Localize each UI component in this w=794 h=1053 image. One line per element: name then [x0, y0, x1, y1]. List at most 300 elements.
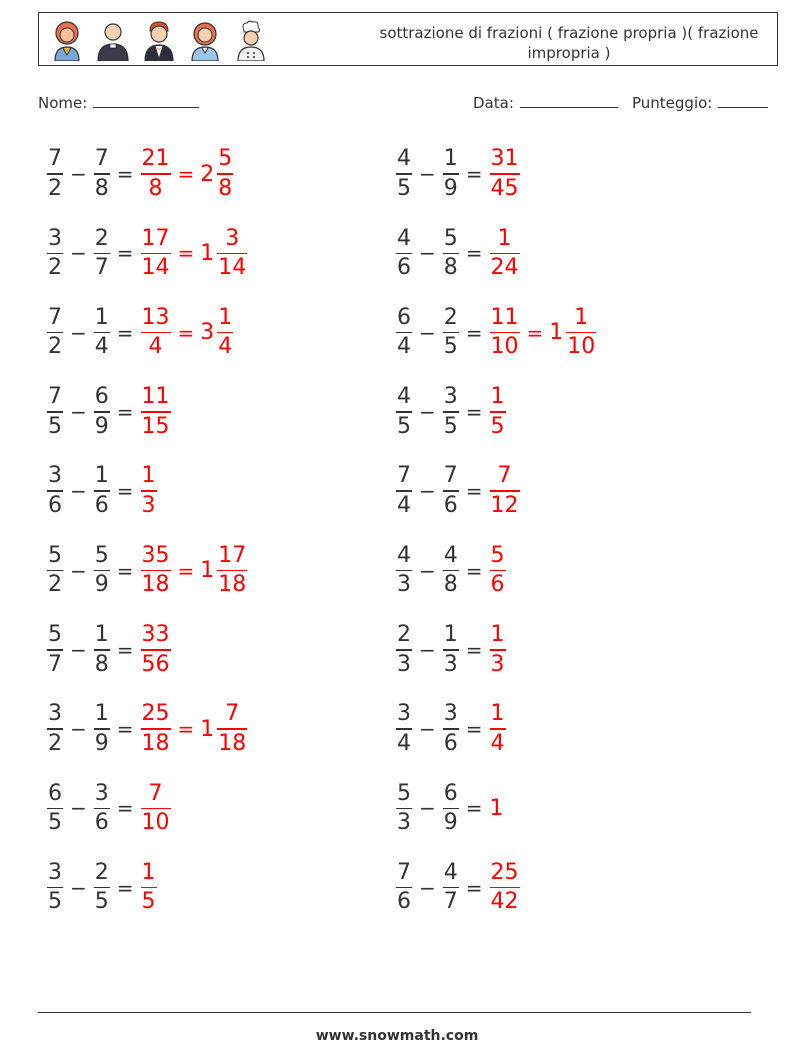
answer	[487, 623, 509, 677]
numerator: 5	[443, 225, 458, 251]
denominator: 6	[48, 492, 62, 518]
fraction-bar	[490, 728, 506, 730]
answer	[487, 796, 504, 821]
fraction-b	[94, 702, 110, 756]
equals-sign: =	[116, 558, 134, 583]
numerator: 21	[141, 146, 170, 172]
fraction-b	[94, 147, 110, 201]
minus-sign: −	[70, 399, 87, 424]
denominator: 42	[490, 889, 519, 915]
denominator: 7	[48, 651, 62, 677]
fraction-a	[396, 464, 412, 518]
numerator: 6	[397, 304, 411, 330]
fraction-bar	[94, 253, 110, 255]
equals-sign: =	[116, 399, 134, 424]
minus-sign: −	[419, 875, 436, 900]
equals-sign: =	[116, 637, 134, 662]
fraction-a	[396, 544, 412, 598]
numerator: 1	[94, 622, 109, 648]
numerator: 13	[141, 304, 170, 330]
fraction-b	[443, 385, 459, 439]
fraction-b	[443, 702, 459, 756]
fraction-bar	[490, 490, 520, 492]
denominator: 8	[148, 175, 163, 201]
denominator: 5	[397, 175, 411, 201]
answer	[487, 227, 523, 281]
numerator: 7	[48, 304, 62, 330]
fraction-bar	[396, 173, 412, 175]
answer-fraction	[141, 385, 171, 439]
equals-sign: =	[116, 320, 134, 345]
fraction-a	[47, 544, 63, 598]
fraction-b	[94, 861, 110, 915]
mixed-fraction	[217, 227, 247, 281]
equals-sign: =	[177, 558, 195, 583]
denominator: 2	[48, 255, 62, 281]
answer-fraction	[141, 702, 171, 756]
date-label: Data:	[473, 94, 514, 112]
numerator: 31	[490, 146, 519, 172]
fraction-bar	[396, 570, 412, 572]
name-label: Nome:	[38, 94, 88, 112]
answer	[138, 544, 251, 598]
answer	[487, 306, 600, 360]
fraction-bar	[94, 808, 110, 810]
fraction-bar	[490, 253, 520, 255]
minus-sign: −	[419, 320, 436, 345]
equals-sign: =	[116, 479, 134, 504]
numerator: 1	[94, 701, 109, 727]
numerator: 3	[443, 384, 458, 410]
answer-fraction	[490, 544, 506, 598]
problem-item	[44, 302, 236, 364]
problem-item	[44, 857, 160, 919]
fraction-a	[47, 227, 63, 281]
equals-sign: =	[177, 241, 195, 266]
denominator: 8	[94, 651, 109, 677]
minus-sign: −	[70, 162, 87, 186]
denominator: 18	[141, 572, 170, 598]
denominator: 2	[48, 730, 62, 756]
denominator: 6	[397, 889, 411, 915]
numerator: 1	[443, 622, 458, 648]
numerator: 3	[443, 701, 458, 727]
answer	[487, 464, 523, 518]
numerator: 5	[48, 542, 62, 568]
fraction-bar	[94, 173, 110, 175]
fraction-bar	[396, 332, 412, 334]
fraction-a	[396, 782, 412, 836]
numerator: 2	[94, 859, 109, 885]
numerator: 5	[94, 542, 109, 568]
problem-item	[44, 460, 160, 522]
numerator: 7	[397, 859, 411, 885]
fraction-bar	[141, 887, 157, 889]
fraction-a	[396, 861, 412, 915]
fraction-bar	[396, 728, 412, 730]
answer-fraction	[490, 702, 506, 756]
fraction-bar	[141, 649, 171, 651]
mixed-whole: 3	[200, 320, 215, 346]
numerator: 3	[48, 701, 62, 727]
answer-fraction	[490, 385, 506, 439]
fraction-b	[94, 782, 110, 836]
minus-sign: −	[419, 717, 436, 742]
denominator: 8	[443, 255, 458, 281]
problem-item	[393, 619, 509, 681]
answer	[487, 702, 509, 756]
equals-sign: =	[465, 558, 483, 583]
numerator: 33	[141, 622, 170, 648]
denominator: 8	[218, 175, 233, 201]
numerator: 4	[443, 542, 458, 568]
fraction-bar	[217, 253, 247, 255]
minus-sign: −	[419, 637, 436, 662]
answer-fraction	[141, 306, 171, 360]
problem-item	[44, 143, 236, 205]
mixed-fraction	[217, 306, 233, 360]
mixed-whole: 2	[200, 161, 215, 187]
minus-sign: −	[70, 875, 87, 900]
denominator: 6	[443, 492, 458, 518]
fraction-b	[443, 306, 459, 360]
answer	[138, 782, 174, 836]
numerator: 25	[141, 701, 170, 727]
numerator: 1	[443, 146, 458, 172]
fraction-bar	[141, 490, 157, 492]
fraction-bar	[490, 173, 520, 175]
answer	[138, 861, 160, 915]
numerator: 6	[94, 384, 109, 410]
numerator: 1	[574, 304, 589, 330]
fraction-bar	[94, 490, 110, 492]
denominator: 45	[490, 175, 519, 201]
equals-sign: =	[465, 241, 483, 266]
numerator: 17	[218, 542, 247, 568]
numerator: 7	[148, 780, 163, 806]
fraction-a	[396, 227, 412, 281]
fraction-bar	[396, 253, 412, 255]
numerator: 17	[141, 225, 170, 251]
equals-sign: =	[465, 717, 483, 742]
fraction-a	[396, 702, 412, 756]
denominator: 10	[141, 810, 170, 836]
fraction-a	[47, 861, 63, 915]
minus-sign: −	[70, 796, 87, 821]
problem-item	[393, 698, 509, 760]
denominator: 2	[48, 175, 62, 201]
denominator: 4	[148, 334, 163, 360]
fraction-bar	[94, 570, 110, 572]
fraction-bar	[490, 887, 520, 889]
fraction-bar	[396, 649, 412, 651]
fraction-bar	[141, 253, 171, 255]
denominator: 18	[218, 730, 247, 756]
fraction-bar	[94, 649, 110, 651]
equals-sign: =	[465, 637, 483, 662]
fraction-bar	[396, 808, 412, 810]
denominator: 2	[48, 334, 62, 360]
numerator: 6	[443, 780, 458, 806]
problem-item	[393, 460, 523, 522]
answer-integer: 1	[489, 795, 504, 821]
minus-sign: −	[419, 399, 436, 424]
denominator: 3	[397, 651, 411, 677]
problem-item	[393, 540, 509, 602]
fraction-bar	[94, 887, 110, 889]
fraction-bar	[217, 570, 247, 572]
fraction-bar	[94, 411, 110, 413]
fraction-bar	[396, 887, 412, 889]
denominator: 2	[48, 572, 62, 598]
denominator: 9	[443, 810, 458, 836]
answer-fraction	[141, 623, 171, 677]
fraction-a	[47, 702, 63, 756]
fraction-bar	[47, 173, 63, 175]
answer-fraction	[490, 147, 520, 201]
equals-sign: =	[465, 162, 483, 186]
denominator: 8	[94, 175, 109, 201]
problem-item	[393, 857, 523, 919]
equals-sign: =	[116, 717, 134, 742]
numerator: 11	[490, 304, 519, 330]
numerator: 1	[141, 859, 156, 885]
problem-item	[44, 698, 250, 760]
minus-sign: −	[419, 796, 436, 821]
numerator: 5	[218, 146, 233, 172]
answer-fraction	[490, 861, 520, 915]
fraction-bar	[217, 173, 233, 175]
answer-fraction	[490, 306, 520, 360]
equals-sign: =	[465, 320, 483, 345]
fraction-bar	[47, 649, 63, 651]
numerator: 4	[397, 146, 411, 172]
fraction-bar	[217, 728, 247, 730]
denominator: 14	[141, 255, 170, 281]
numerator: 5	[397, 780, 411, 806]
denominator: 10	[567, 334, 596, 360]
problem-item	[393, 381, 509, 443]
problem-item	[44, 381, 174, 443]
answer-fraction	[490, 227, 520, 281]
numerator: 4	[397, 225, 411, 251]
equals-sign: =	[177, 717, 195, 742]
fraction-bar	[443, 728, 459, 730]
fraction-bar	[47, 411, 63, 413]
problem-item	[393, 222, 523, 284]
equals-sign: =	[465, 399, 483, 424]
fraction-a	[47, 385, 63, 439]
fraction-bar	[47, 490, 63, 492]
answer-fraction	[141, 464, 157, 518]
fraction-bar	[490, 649, 506, 651]
fraction-b	[94, 544, 110, 598]
problem-item	[393, 777, 504, 839]
denominator: 10	[490, 334, 519, 360]
fraction-bar	[443, 253, 459, 255]
numerator: 4	[443, 859, 458, 885]
fraction-b	[443, 147, 459, 201]
answer	[138, 464, 160, 518]
denominator: 9	[94, 572, 109, 598]
denominator: 4	[397, 334, 411, 360]
denominator: 3	[443, 651, 458, 677]
denominator: 9	[443, 175, 458, 201]
denominator: 5	[48, 413, 62, 439]
numerator: 25	[490, 859, 519, 885]
answer	[138, 385, 174, 439]
problem-item	[44, 222, 250, 284]
numerator: 1	[94, 463, 109, 489]
numerator: 6	[48, 780, 62, 806]
fraction-b	[443, 782, 459, 836]
answer	[138, 147, 237, 201]
numerator: 7	[48, 146, 62, 172]
answer	[487, 147, 523, 201]
fraction-bar	[443, 808, 459, 810]
minus-sign: −	[70, 479, 87, 504]
fraction-bar	[443, 173, 459, 175]
denominator: 5	[48, 889, 62, 915]
numerator: 2	[94, 225, 109, 251]
equals-sign: =	[177, 162, 195, 186]
denominator: 5	[443, 413, 458, 439]
fraction-bar	[443, 649, 459, 651]
denominator: 4	[94, 334, 109, 360]
denominator: 56	[141, 651, 170, 677]
mixed-fraction	[217, 147, 233, 201]
problem-item	[44, 777, 174, 839]
numerator: 3	[48, 463, 62, 489]
denominator: 9	[94, 413, 109, 439]
footer-divider	[38, 1012, 751, 1013]
fraction-bar	[490, 570, 506, 572]
answer-fraction	[141, 861, 157, 915]
fraction-bar	[566, 332, 596, 334]
answer	[138, 227, 251, 281]
fraction-a	[47, 782, 63, 836]
answer	[487, 385, 509, 439]
numerator: 3	[94, 780, 109, 806]
denominator: 18	[218, 572, 247, 598]
fraction-bar	[443, 887, 459, 889]
answer	[138, 623, 174, 677]
mixed-fraction	[217, 544, 247, 598]
fraction-bar	[94, 332, 110, 334]
minus-sign: −	[419, 479, 436, 504]
fraction-b	[443, 861, 459, 915]
answer-fraction	[141, 227, 171, 281]
fraction-b	[443, 544, 459, 598]
denominator: 7	[443, 889, 458, 915]
problem-item	[44, 619, 174, 681]
numerator: 1	[497, 225, 512, 251]
fraction-b	[443, 464, 459, 518]
minus-sign: −	[70, 558, 87, 583]
equals-sign: =	[465, 479, 483, 504]
fraction-bar	[141, 728, 171, 730]
denominator: 6	[443, 730, 458, 756]
denominator: 5	[141, 889, 156, 915]
denominator: 9	[94, 730, 109, 756]
denominator: 5	[397, 413, 411, 439]
fraction-bar	[47, 332, 63, 334]
numerator: 1	[490, 701, 505, 727]
denominator: 5	[443, 334, 458, 360]
denominator: 12	[490, 492, 519, 518]
denominator: 5	[490, 413, 505, 439]
answer	[487, 861, 523, 915]
equals-sign: =	[526, 320, 544, 345]
fraction-bar	[141, 411, 171, 413]
denominator: 3	[490, 651, 505, 677]
numerator: 7	[397, 463, 411, 489]
fraction-bar	[141, 808, 171, 810]
fraction-bar	[47, 808, 63, 810]
numerator: 7	[94, 146, 109, 172]
minus-sign: −	[419, 241, 436, 266]
denominator: 5	[48, 810, 62, 836]
fraction-a	[396, 385, 412, 439]
minus-sign: −	[419, 558, 436, 583]
denominator: 15	[141, 413, 170, 439]
fraction-a	[47, 147, 63, 201]
equals-sign: =	[465, 796, 483, 821]
denominator: 3	[397, 572, 411, 598]
equals-sign: =	[177, 320, 195, 345]
numerator: 1	[490, 622, 505, 648]
denominator: 3	[141, 492, 156, 518]
fraction-bar	[217, 332, 233, 334]
score-label: Punteggio:	[632, 94, 713, 112]
numerator: 35	[141, 542, 170, 568]
fraction-bar	[443, 570, 459, 572]
denominator: 4	[490, 730, 505, 756]
denominator: 6	[94, 492, 109, 518]
numerator: 7	[225, 701, 240, 727]
denominator: 8	[443, 572, 458, 598]
fraction-b	[94, 464, 110, 518]
fraction-b	[443, 623, 459, 677]
answer	[138, 306, 237, 360]
answer-fraction	[141, 782, 171, 836]
numerator: 11	[141, 384, 170, 410]
problem-item	[393, 143, 523, 205]
numerator: 3	[48, 859, 62, 885]
numerator: 2	[443, 304, 458, 330]
numerator: 5	[48, 622, 62, 648]
numerator: 1	[218, 304, 233, 330]
numerator: 1	[490, 384, 505, 410]
equals-sign: =	[116, 796, 134, 821]
answer	[487, 544, 509, 598]
mixed-fraction	[566, 306, 596, 360]
fraction-bar	[490, 332, 520, 334]
numerator: 5	[490, 542, 505, 568]
fraction-b	[94, 385, 110, 439]
denominator: 4	[397, 492, 411, 518]
fraction-bar	[47, 887, 63, 889]
denominator: 18	[141, 730, 170, 756]
problem-item	[393, 302, 599, 364]
numerator: 3	[397, 701, 411, 727]
minus-sign: −	[419, 162, 436, 186]
fraction-b	[94, 227, 110, 281]
denominator: 4	[218, 334, 233, 360]
mixed-fraction	[217, 702, 247, 756]
fraction-a	[396, 623, 412, 677]
minus-sign: −	[70, 241, 87, 266]
